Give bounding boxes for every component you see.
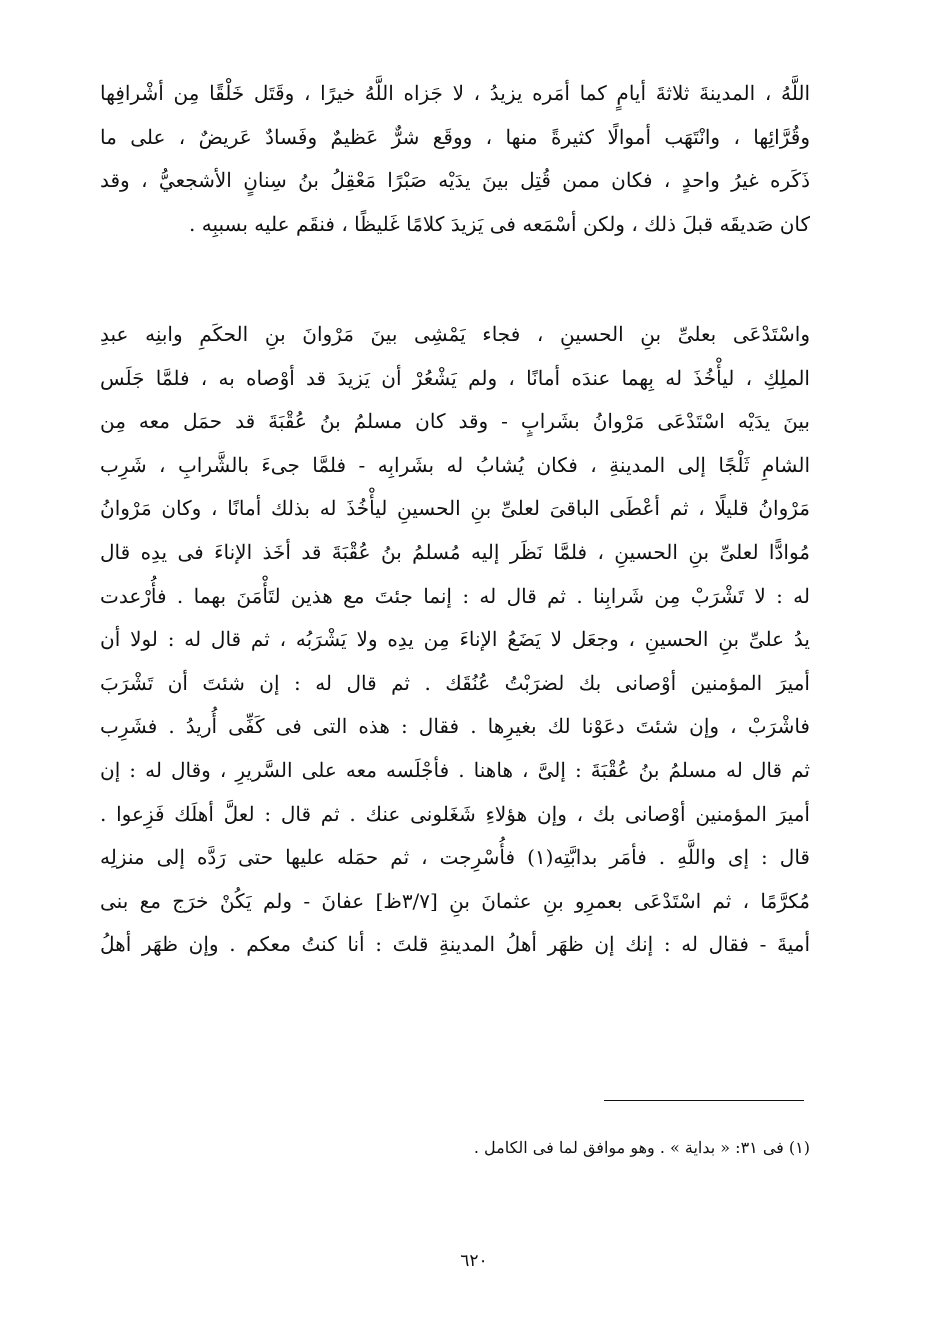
text-line: أميرَ المؤمنين أوْصانى بك ، وإن هؤلاءِ شَغَلونى عنك . ثم قال : لعلَّ أهلَك فَزِعوا . (100, 801, 810, 826)
text-line: وقُرَّائِها ، وانْتَهَب أموالًا كثيرةً منها ، ووقَع شرٌّ عَظيمٌ وفَسادٌ عَريضٌ ، على ما (100, 124, 810, 149)
footnote: (١) فى ٣١: « بداية » . وهو موافق لما فى الكامل . (473, 1138, 810, 1157)
text-line: الملِكِ ، ليأْخُذَ له بِهما عندَه أمانًا ، ولم يَشْعُرْ أن يَزيدَ قد أوْصاه به ، فلمَّا جَلَس (100, 365, 810, 390)
text-line: ذَكَره غيرُ واحدٍ ، فكان ممن قُتِل بينَ يدَيْه صَبْرًا مَعْقِلُ بنُ سِنانٍ الأشجعيُّ ، وقد (100, 168, 810, 193)
text-line: له : لا تَشْرَبْ مِن شَرابِنا . ثم قال له : إنما جئتَ مع هذين لتَأْمَنَ بهما . فأُرْعدت (100, 583, 810, 608)
text-line: أميرَ المؤمنين أوْصانى بك لضرَبْتُ عُنُقَك . ثم قال له : إن شئتَ أن تَشْرَبَ (100, 670, 810, 695)
text-line: بينَ يدَيْه اسْتَدْعَى مَرْوانُ بشَرابٍ - وقد كان مسلمُ بنُ عُقْبَةَ قد حمَل معه مِن (100, 409, 810, 434)
text-line: ثم قال له مسلمُ بنُ عُقْبَةَ : إلىَّ ، هاهنا . فأجْلَسه معه على السَّريرِ ، وقال له : إن (100, 757, 810, 782)
paragraph-2 (100, 313, 810, 967)
text-line: مُوادًّا لعلىِّ بنِ الحسينِ ، فلمَّا نَظَر إليه مُسلمُ بنُ عُقْبَةَ قد أخَذ الإناءَ فى يدِه قال (100, 539, 810, 564)
text-line: أميةَ - فقال له : إنك إن ظهَر أهلُ المدينةِ قلتَ : أنا كنتُ معكم . وإن ظهَر أهلُ (100, 932, 810, 957)
text-line: مَرْوانُ قليلًا ، ثم أعْطَى الباقىَ لعلىِّ بنِ الحسينِ ليأْخُذَ له بذلك أمانًا ، وكان مَرْوانُ (100, 496, 810, 521)
paragraph-1 (100, 72, 810, 246)
text-line: واسْتَدْعَى بعلىِّ بنِ الحسينِ ، فجاء يَمْشِى بينَ مَرْوانَ بنِ الحكَمِ وابنِه عبدِ (100, 322, 810, 346)
text-line: قال : إى واللَّهِ . فأمَر بدابَّتِه(١) فأُسْرِجت ، ثم حمَله عليها حتى رَدَّه إلى منزلِه (100, 845, 810, 870)
text-line: اللَّهُ ، المدينةَ ثلاثةَ أيامٍ كما أمَره يزيدُ ، لا جَزاه اللَّهُ خيرًا ، وقَتَل خَلْقًا مِن أشْرافِها (100, 81, 810, 105)
page-number: ٦٢٠ (460, 1251, 488, 1271)
text-line: الشامِ ثَلْجًا إلى المدينةِ ، فكان يُشابُ له بشَرابِه - فلمَّا جىءَ بالشَّرابِ ، شَرِب (100, 452, 810, 477)
text-line: مُكرَّمًا ، ثم اسْتَدْعَى بعمرِو بنِ عثمانَ بنِ [٣/٧ظ] عفانَ - ولم يَكُنْ خرَج مع بنى (100, 888, 810, 913)
text-line: كان صَديقَه قبلَ ذلك ، ولكن أسْمَعه فى يَزيدَ كلامًا غَليظًا ، فنقَم عليه بسببِه . (189, 211, 810, 236)
text-line: فاشْرَبْ ، وإن شئتَ دعَوْنا لك بغيرِها . فقال : هذه التى فى كَفِّى أُريدُ . فشَرِب (100, 714, 810, 739)
text-line: يدُ علىِّ بنِ الحسينِ ، وجعَل لا يَضَعُ الإناءَ مِن يدِه ولا يَشْرَبُه ، ثم قال له : لولا أن (100, 627, 810, 652)
footnote-divider (604, 1100, 804, 1101)
